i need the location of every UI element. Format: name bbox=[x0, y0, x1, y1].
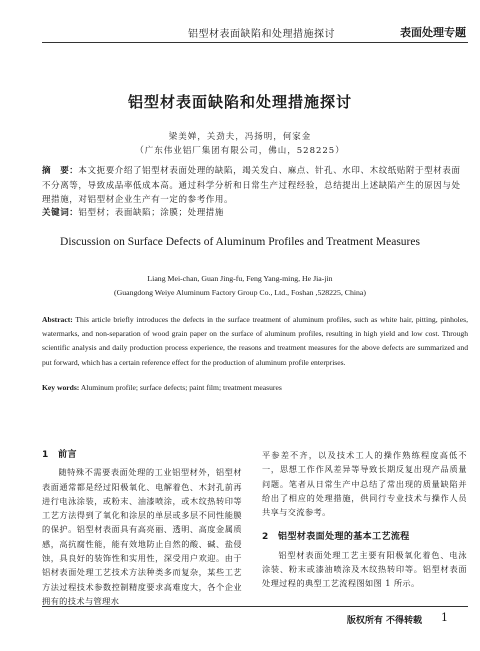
keywords-label-en: Key words: bbox=[42, 383, 80, 392]
abstract-text-en: This article briefly introduces the defects in the surface treatment of aluminum profiles, such as white hair, pitting, pinholes, watermarks, and non-separation of wood grain paper on the surface of aluminum profiles, resulting in high yield and low cost. Through scientific analysis and daily production process experience, the reasons and treatment measures for the above defects are summarized and put forward, which has a certain reference effect for the production of aluminum profile enterprises. bbox=[42, 315, 468, 367]
keywords-en bbox=[42, 383, 468, 392]
abstract-text-cn: 本文扼要介绍了铝型材表面处理的缺陷，竭关发白、麻点、针孔、水印、木纹纸贴附于型材表面不分离等，导致成品率低成本高。通过科学分析和日常生产过程经验，总结提出上述缺陷产生的原因与处理措施，对铝型材企业生产有一定的参考作用。 bbox=[42, 166, 461, 205]
running-header-column: 表面处理专题 bbox=[400, 26, 466, 39]
article-title-en: Discussion on Surface Defects of Aluminum Profiles and Treatment Measures bbox=[60, 236, 420, 248]
abstract-en bbox=[42, 313, 468, 370]
body-column-right bbox=[262, 448, 467, 591]
section-1-paragraph: 随特殊不需要表面处理的工业铝型材外，铝型材表面通常都是经过阳极氧化、电解着色、木封孔前再进行电泳涂装，或粉末、油漆喷涂，或木纹热转印等工艺方法得到了氧化和涂层的单层或多层不同性能膜的保护。铝型材表面具有高亮丽、透明、高度金属质感，高抗腐性能，能有效地防止自然的酸、碱、盐侵蚀，具良好的装饰性和实用性，深受用户欢迎。由于铝材表面处理工艺技术方法种类多而复杂，某些工艺方法过程技术参数控制精度要求高难度大，各个企业拥有的技术与管理水 bbox=[42, 467, 242, 606]
section-1-heading: 1 前言 bbox=[42, 450, 77, 460]
running-header-title: 铝型材表面缺陷和处理措施探讨 bbox=[188, 29, 335, 40]
abstract-cn bbox=[42, 164, 466, 208]
abstract-label-en: Abstract: bbox=[42, 315, 73, 324]
keywords-cn bbox=[42, 206, 466, 218]
footer-rights: 版权所有 不得转载 bbox=[346, 616, 422, 626]
footer-rule bbox=[42, 606, 468, 607]
affiliation-cn: （广东伟业铝厂集团有限公司，佛山，528225） bbox=[135, 146, 345, 156]
authors-en: Liang Mei-chan, Guan Jing-fu, Feng Yang-ming, He Jia-jin bbox=[147, 274, 333, 283]
header-rule bbox=[42, 42, 468, 43]
body-column-left bbox=[42, 448, 242, 608]
page-number: 1 bbox=[441, 611, 448, 624]
keywords-text-cn: 铝型材；表面缺陷；涂膜；处理措施 bbox=[78, 208, 225, 218]
affiliation-en: (Guangdong Weiye Aluminum Factory Group Co., Ltd., Foshan ,528225, China) bbox=[114, 288, 366, 297]
section-1-continuation: 平参差不齐，以及技术工人的操作熟练程度高低不一，思想工作作风差异等导致长期反复出现产品质量问题。笔者从日常生产中总结了常出现的质量缺陷并给出了相应的处理措施，供同行专业技术与操作人员共享与交流参考。 bbox=[262, 450, 467, 518]
article-title-cn: 铝型材表面缺陷和处理措施探讨 bbox=[127, 93, 352, 111]
keywords-label-cn: 关键词： bbox=[42, 208, 79, 218]
keywords-text-en: Aluminum profile; surface defects; paint film; treatment measures bbox=[80, 383, 282, 392]
section-2-paragraph: 铝型材表面处理工艺主要有阳极氧化着色、电泳涂装、粉末或漆油喷涂及木纹热转印等。铝型材表面处理过程的典型工艺流程图如图 1 所示。 bbox=[262, 549, 467, 589]
authors-cn: 梁美婵，关劲夫，冯扬明，何家金 bbox=[168, 132, 312, 142]
abstract-label-cn: 摘 要： bbox=[42, 166, 79, 176]
section-2-heading: 2 铝型材表面处理的基本工艺流程 bbox=[262, 532, 410, 543]
